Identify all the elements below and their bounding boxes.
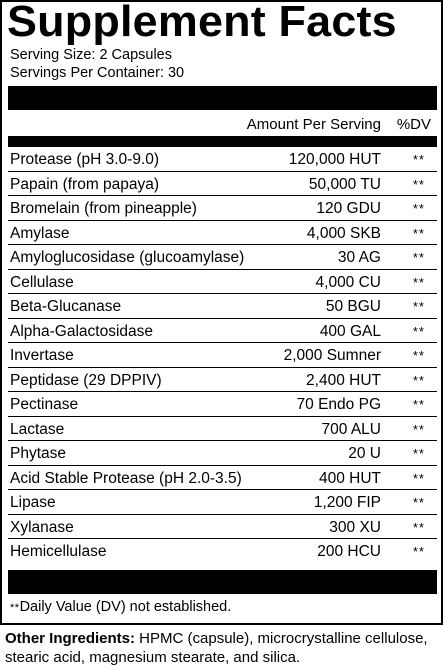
nutrient-name: Protease (pH 3.0-9.0) (10, 151, 160, 168)
nutrient-name: Invertase (10, 347, 74, 364)
amount-per-serving-header: Amount Per Serving (246, 116, 381, 133)
nutrient-amount: 200 HCU (317, 543, 381, 560)
nutrient-dv: ** (412, 299, 425, 314)
nutrient-amount: 50 BGU (325, 298, 381, 315)
table-row (8, 441, 437, 466)
nutrient-amount: 2,000 Sumner (283, 347, 381, 364)
header-divider-bar (8, 136, 437, 147)
panel-title: Supplement Facts (7, 0, 397, 46)
table-row (8, 245, 437, 270)
table-row (8, 196, 437, 221)
bottom-divider-bar (8, 570, 437, 594)
nutrient-amount: 70 Endo PG (296, 396, 381, 413)
nutrient-dv: ** (412, 348, 425, 363)
nutrient-dv: ** (412, 446, 425, 461)
footnote-text: Daily Value (DV) not established. (19, 599, 232, 615)
nutrient-amount: 30 AG (337, 249, 381, 266)
nutrient-dv: ** (412, 495, 425, 510)
nutrient-dv: ** (412, 152, 425, 167)
nutrient-name: Beta-Glucanase (10, 298, 122, 315)
nutrient-amount: 700 ALU (321, 420, 381, 438)
nutrient-name: Amylase (10, 224, 70, 242)
nutrient-name: Peptidase (29 DPPIV) (10, 371, 162, 389)
other-ingredients-label: Other Ingredients: (5, 630, 136, 647)
table-row (8, 417, 437, 442)
table-row (8, 172, 437, 197)
table-row (8, 343, 437, 368)
nutrient-amount: 50,000 TU (308, 175, 381, 193)
nutrient-dv: ** (412, 176, 425, 192)
nutrient-name: Amyloglucosidase (glucoamylase) (10, 249, 245, 266)
nutrient-amount: 2,400 HUT (306, 371, 381, 389)
nutrient-amount: 20 U (348, 445, 381, 462)
nutrient-dv: ** (412, 397, 425, 412)
other-ingredients (5, 629, 441, 667)
table-row (8, 539, 437, 564)
nutrient-name: Lipase (10, 494, 56, 511)
nutrient-amount: 4,000 CU (315, 273, 381, 291)
nutrient-amount: 4,000 SKB (306, 224, 381, 242)
table-row (8, 515, 437, 540)
nutrient-amount: 400 HUT (318, 469, 381, 487)
nutrient-name: Acid Stable Protease (pH 2.0-3.5) (10, 469, 242, 487)
table-row (8, 147, 437, 172)
nutrient-dv: ** (412, 274, 425, 290)
table-row (8, 368, 437, 393)
nutrient-name: Xylanase (10, 518, 74, 536)
nutrient-dv: ** (412, 519, 425, 535)
table-row (8, 490, 437, 515)
nutrient-amount: 120,000 HUT (288, 151, 381, 168)
table-row (8, 270, 437, 295)
footnote-stars: ** (10, 602, 20, 614)
nutrient-amount: 1,200 FIP (313, 494, 381, 511)
table-row (8, 466, 437, 491)
nutrient-amount: 300 XU (329, 518, 381, 536)
nutrient-dv: ** (412, 250, 425, 265)
nutrient-amount: 400 GAL (319, 322, 381, 340)
table-row (8, 392, 437, 417)
other-ingredients-text: HPMC (capsule), microcrystalline cellulose, stearic acid, magnesium stearate, and silica. (5, 630, 428, 666)
nutrient-dv: ** (412, 372, 425, 388)
nutrient-amount: 120 GDU (316, 200, 381, 217)
nutrient-dv: ** (412, 323, 425, 339)
nutrient-dv: ** (412, 201, 425, 216)
nutrient-name: Lactase (10, 420, 65, 438)
top-divider-bar (8, 86, 437, 110)
dv-header: %DV (396, 116, 431, 133)
dv-footnote (10, 599, 231, 615)
nutrient-table (8, 147, 437, 564)
nutrient-dv: ** (412, 470, 425, 486)
table-row (8, 294, 437, 319)
servings-per-container: Servings Per Container: 30 (10, 65, 185, 81)
nutrient-name: Phytase (10, 445, 67, 462)
nutrient-name: Bromelain (from pineapple) (10, 200, 197, 217)
serving-size: Serving Size: 2 Capsules (10, 47, 172, 63)
nutrient-dv: ** (412, 225, 425, 241)
nutrient-name: Hemicellulase (10, 543, 107, 560)
nutrient-dv: ** (412, 544, 425, 559)
nutrient-name: Alpha-Galactosidase (10, 322, 154, 340)
column-header-row (8, 114, 437, 134)
nutrient-dv: ** (412, 421, 425, 437)
nutrient-name: Papain (from papaya) (10, 175, 160, 193)
table-row (8, 319, 437, 344)
nutrient-name: Pectinase (10, 396, 79, 413)
nutrient-name: Cellulase (10, 273, 74, 291)
table-row (8, 221, 437, 246)
